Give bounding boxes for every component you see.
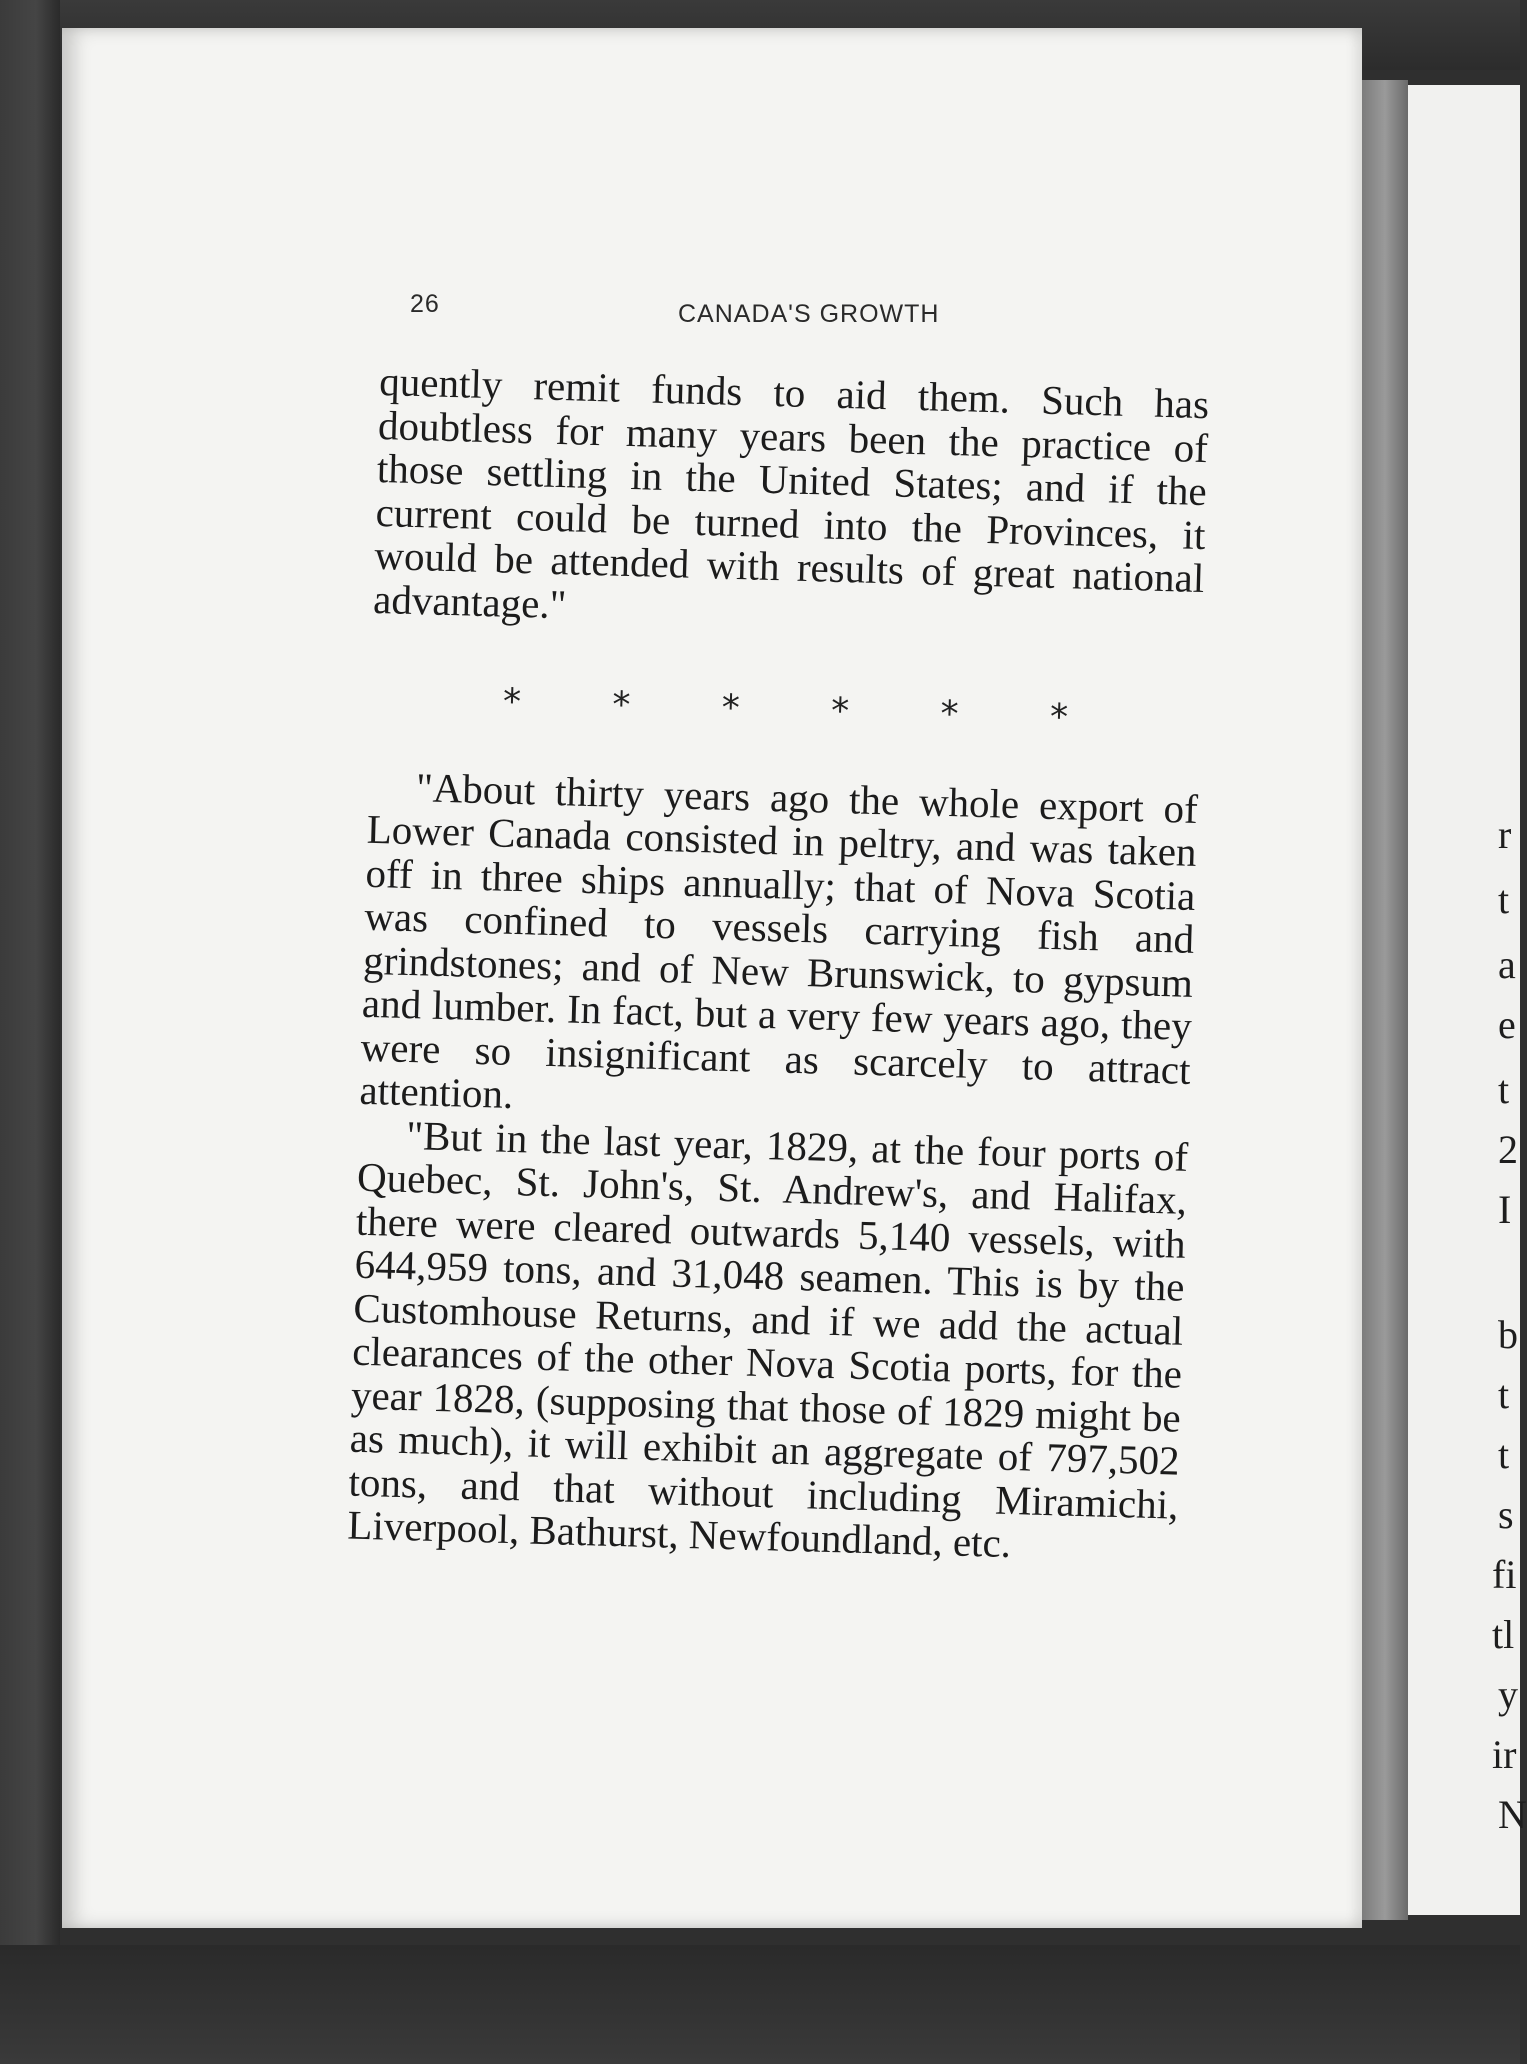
facing-page-fragment: I bbox=[1498, 1187, 1512, 1232]
running-head: CANADA'S GROWTH bbox=[678, 300, 940, 328]
facing-page-fragment: b bbox=[1498, 1312, 1518, 1357]
body-text bbox=[347, 360, 1210, 1570]
facing-page-fragment: fi bbox=[1492, 1552, 1517, 1597]
book-cover-left bbox=[0, 0, 60, 2064]
paragraph-export-history: "About thirty years ago the whole export of Lower Canada consisted in peltry, and was taken off in three ships annually; that of Nova Scotia was confined to vessels carrying fish and grindstones; and of New Brunswick, to gypsum and lumber. In fact, but a very few years ago, they were so insignificant as scarcely to attract attention. bbox=[358, 763, 1199, 1117]
facing-page-fragment: t bbox=[1498, 1432, 1510, 1477]
page-gutter bbox=[1362, 80, 1408, 1920]
facing-page-fragment: a bbox=[1498, 942, 1516, 987]
page-number: 26 bbox=[410, 290, 440, 318]
facing-page-fragment: tl bbox=[1492, 1612, 1515, 1657]
facing-page-fragment: t bbox=[1498, 877, 1510, 922]
facing-page-fragment: e bbox=[1498, 1002, 1516, 1047]
facing-page-fragment: 2 bbox=[1498, 1127, 1518, 1172]
facing-page-fragment: s bbox=[1498, 1492, 1514, 1537]
facing-page-fragment: ir bbox=[1492, 1732, 1517, 1777]
book-cover-bottom bbox=[0, 1945, 1520, 2064]
facing-page-fragment: N bbox=[1498, 1792, 1527, 1837]
facing-page-edge bbox=[1408, 85, 1527, 1915]
facing-page-fragment: t bbox=[1498, 1372, 1510, 1417]
paragraph-continuation: quently remit funds to aid them. Such has doubtless for many years been the practice of those settling in the United States; and if the current could be turned into the Provinces, it would be attended with results of great national advantage." bbox=[372, 358, 1210, 627]
paragraph-shipping-figures: "But in the last year, 1829, at the four ports of Quebec, St. John's, St. Andrew's, and Halifax, there were cleared outwards 5,140 vessels, with 644,959 tons, and 31,048 seamen. This is by the Customhouse Returns, and if we add the actual clearances of the other Nova Scotia ports, for the year 1828, (supposing that those of 1829 might be as much), it will exhibit an aggregate of 797,502 tons, and that without including Miramichi, Liverpool, Bathurst, Newfoundland, etc. bbox=[346, 1111, 1189, 1567]
facing-page-fragment: t bbox=[1498, 1067, 1510, 1112]
facing-page-fragment: r bbox=[1498, 812, 1512, 857]
facing-page-fragment: y bbox=[1498, 1672, 1518, 1717]
section-separator: * * * * * * bbox=[502, 681, 1069, 739]
